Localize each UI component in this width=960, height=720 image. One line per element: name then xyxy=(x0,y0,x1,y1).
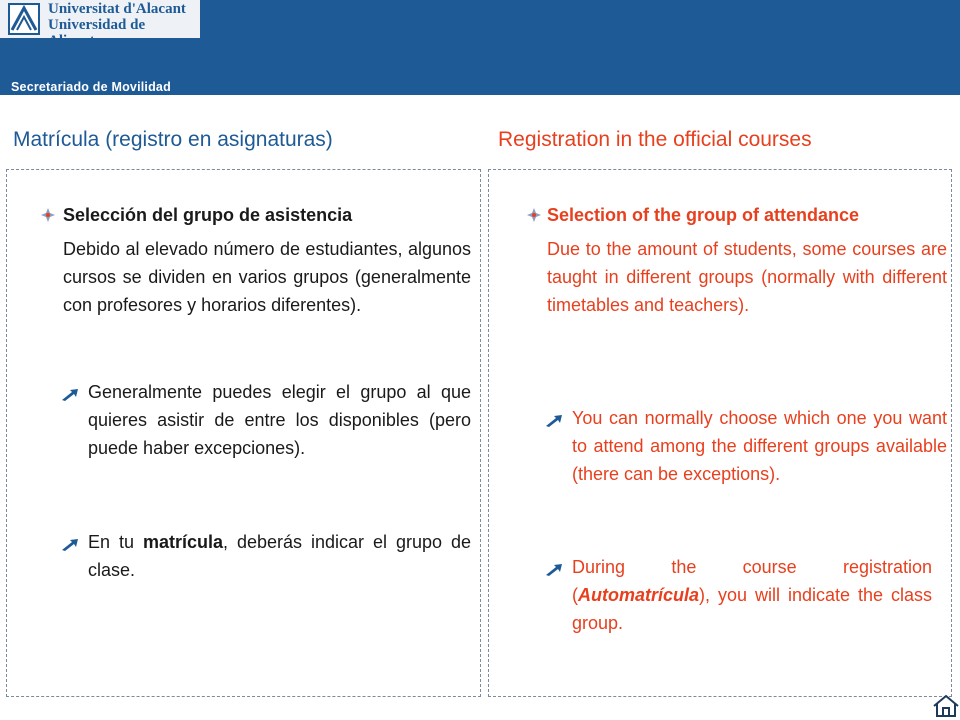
right-item-2 xyxy=(572,553,932,637)
logo-line-2: Universidad de Alicante xyxy=(48,17,146,49)
right-paragraph: Due to the amount of students, some courses are taught in different groups (normally with different timetables and teachers). xyxy=(547,239,947,315)
right-main-block xyxy=(547,203,947,319)
university-logo-icon xyxy=(8,3,40,35)
bullet-diamond-icon xyxy=(41,208,55,222)
right-item-2-suffix: ), you will indicate the class group. xyxy=(572,585,932,633)
right-item-2-prefix: During the course registration ( xyxy=(572,557,932,605)
university-logo[interactable] xyxy=(0,0,200,49)
arrow-bullet-icon xyxy=(62,389,78,401)
left-item-1: Generalmente puedes elegir el grupo al que quieres asistir de entre los disponibles (pero puede haber excepciones). xyxy=(88,382,471,458)
bullet-diamond-icon xyxy=(527,208,541,222)
arrow-bullet-icon xyxy=(546,564,562,576)
arrow-bullet-icon xyxy=(546,415,562,427)
right-item-1: You can normally choose which one you want to attend among the different groups available (there can be exceptions). xyxy=(572,408,947,484)
home-icon[interactable] xyxy=(932,694,960,718)
left-item-2 xyxy=(88,528,471,584)
right-title: Registration in the official courses xyxy=(498,128,812,151)
right-item-2-bold: Automatrícula xyxy=(578,585,700,605)
left-heading: Selección del grupo de asistencia xyxy=(63,205,353,225)
left-item-2-prefix: En tu xyxy=(88,532,143,552)
header-subtitle: Secretariado de Movilidad xyxy=(11,80,171,94)
left-item-2-bold: matrícula xyxy=(142,532,224,552)
left-paragraph: Debido al elevado número de estudiantes, algunos cursos se dividen en varios grupos (generalmente con profesores y horarios diferentes). xyxy=(63,239,471,315)
left-item-2-suffix: , deberás indicar el grupo de clase. xyxy=(88,532,471,580)
left-main-block xyxy=(63,203,471,319)
logo-line-1: Universitat d'Alacant xyxy=(48,1,186,17)
left-title: Matrícula (registro en asignaturas) xyxy=(13,128,333,151)
right-heading: Selection of the group of attendance xyxy=(547,205,860,225)
arrow-bullet-icon xyxy=(62,539,78,551)
header-bar xyxy=(0,0,960,95)
